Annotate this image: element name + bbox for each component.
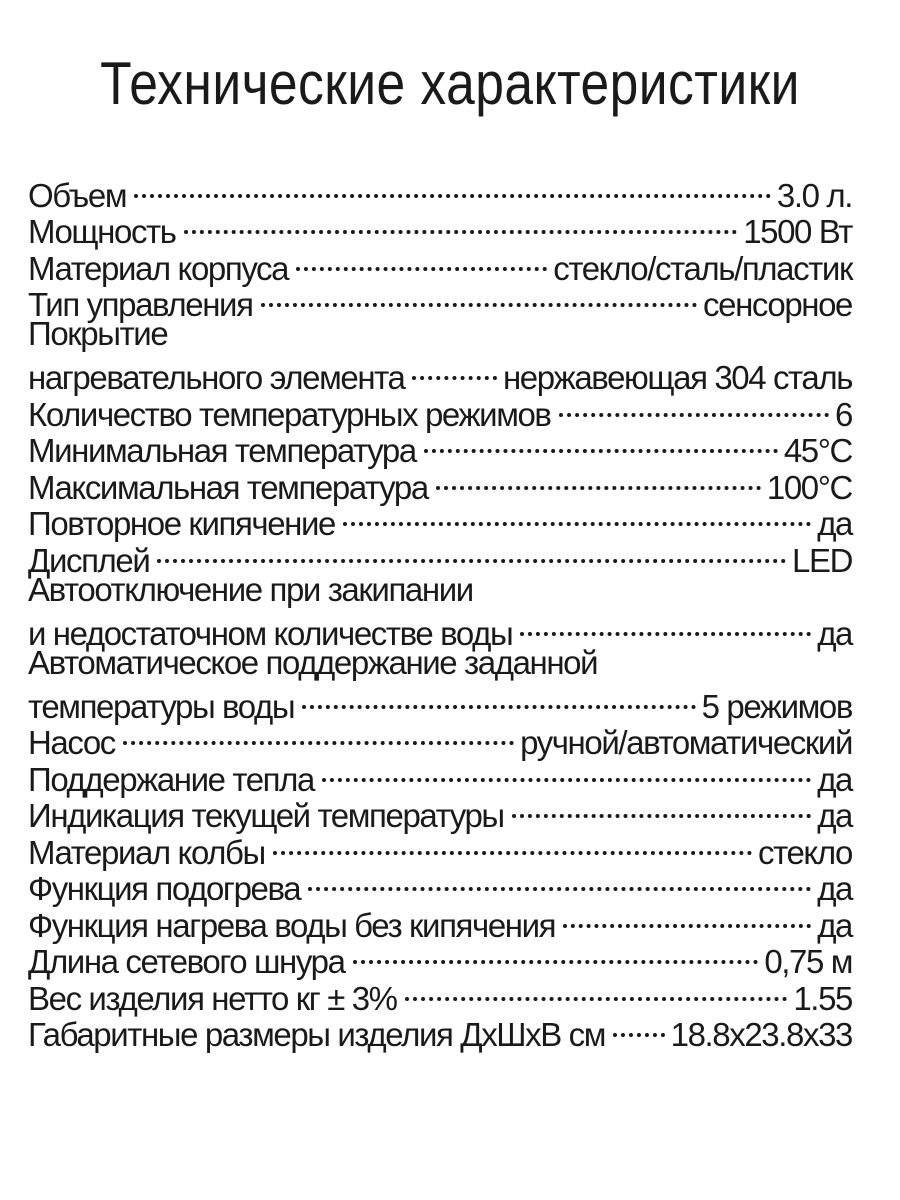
spec-row-volume xyxy=(28,170,852,214)
dot-leader xyxy=(123,718,514,755)
dot-leader xyxy=(184,207,738,244)
dot-leader xyxy=(296,243,547,280)
spec-label-line1: Покрытие xyxy=(28,315,168,352)
spec-value: да xyxy=(817,505,852,542)
spec-value: да xyxy=(817,760,852,798)
dot-leader xyxy=(424,426,778,463)
dot-leader xyxy=(302,681,695,718)
spec-label: Насос xyxy=(28,724,115,761)
dot-leader xyxy=(322,754,811,791)
spec-label: Минимальная температура xyxy=(28,432,416,469)
spec-list xyxy=(28,170,852,1053)
spec-value: ручной/автоматический xyxy=(520,724,852,761)
spec-label: Объем xyxy=(28,176,127,214)
spec-value: 3.0 л. xyxy=(776,176,852,214)
dot-leader xyxy=(412,353,497,390)
spec-row-temperature-maintenance xyxy=(28,681,852,725)
spec-value: да xyxy=(817,797,852,834)
dot-leader xyxy=(134,170,771,207)
spec-label: Функция нагрева воды без кипячения xyxy=(28,906,556,944)
spec-label: Мощность xyxy=(28,213,176,250)
spec-label: температуры воды xyxy=(28,687,295,725)
spec-value: да xyxy=(817,906,852,944)
spec-label: Тип управления xyxy=(28,286,253,323)
spec-value: стекло xyxy=(758,833,852,871)
spec-label: Функция подогрева xyxy=(28,870,301,907)
spec-value: 0,75 м xyxy=(764,943,852,980)
spec-value: 18.8x23.8x33 xyxy=(670,1016,852,1053)
spec-value: LED xyxy=(792,541,852,579)
spec-label: Габаритные размеры изделия ДхШхВ см xyxy=(28,1016,606,1053)
dot-leader xyxy=(563,900,811,937)
spec-label: Количество температурных режимов xyxy=(28,395,551,433)
spec-value: 5 режимов xyxy=(701,687,852,725)
dot-leader xyxy=(343,499,811,536)
spec-value: 6 xyxy=(835,395,852,433)
spec-row-power xyxy=(28,207,852,250)
spec-label: Материал колбы xyxy=(28,833,265,871)
spec-value: сенсорное xyxy=(703,286,852,323)
dot-leader xyxy=(436,462,761,499)
dot-leader xyxy=(520,608,811,645)
dot-leader xyxy=(613,1010,665,1047)
spec-label: Длина сетевого шнура xyxy=(28,943,345,980)
spec-label: Повторное кипячение xyxy=(28,505,335,542)
dot-leader xyxy=(405,973,788,1010)
spec-value: да xyxy=(817,614,852,652)
spec-label: и недостаточном количестве воды xyxy=(28,614,513,652)
spec-value: да xyxy=(817,870,852,907)
spec-label: Максимальная температура xyxy=(28,468,428,506)
spec-value: 1.55 xyxy=(793,979,852,1017)
spec-label: Вес изделия нетто кг ± 3% xyxy=(28,979,397,1017)
spec-label: Материал корпуса xyxy=(28,249,289,287)
spec-label-line1: Автоотключение при закипании xyxy=(28,570,473,608)
dot-leader xyxy=(353,937,759,974)
spec-row-keep-warm xyxy=(28,754,852,798)
spec-row-heating-element-coating xyxy=(28,353,852,396)
spec-value: 1500 Вт xyxy=(743,213,852,250)
dot-leader xyxy=(559,389,829,426)
dot-leader xyxy=(261,280,697,317)
spec-value: 100°C xyxy=(766,468,852,506)
spec-value: 45°C xyxy=(783,432,852,469)
spec-row-auto-shutoff xyxy=(28,608,852,652)
page-title: Технические характеристики xyxy=(100,50,800,117)
spec-label: Индикация текущей температуры xyxy=(28,797,504,834)
spec-label: нагревательного элемента xyxy=(28,359,405,396)
spec-label-line1: Автоматическое поддержание заданной xyxy=(28,643,598,681)
spec-value: нержавеющая 304 сталь xyxy=(502,359,852,396)
dot-leader xyxy=(308,864,811,901)
spec-label: Поддержание тепла xyxy=(28,760,314,798)
dot-leader xyxy=(273,827,752,864)
spec-value: стекло/сталь/пластик xyxy=(553,249,852,287)
dot-leader xyxy=(512,791,811,828)
spec-label: Дисплей xyxy=(28,541,150,579)
dot-leader xyxy=(157,535,786,572)
